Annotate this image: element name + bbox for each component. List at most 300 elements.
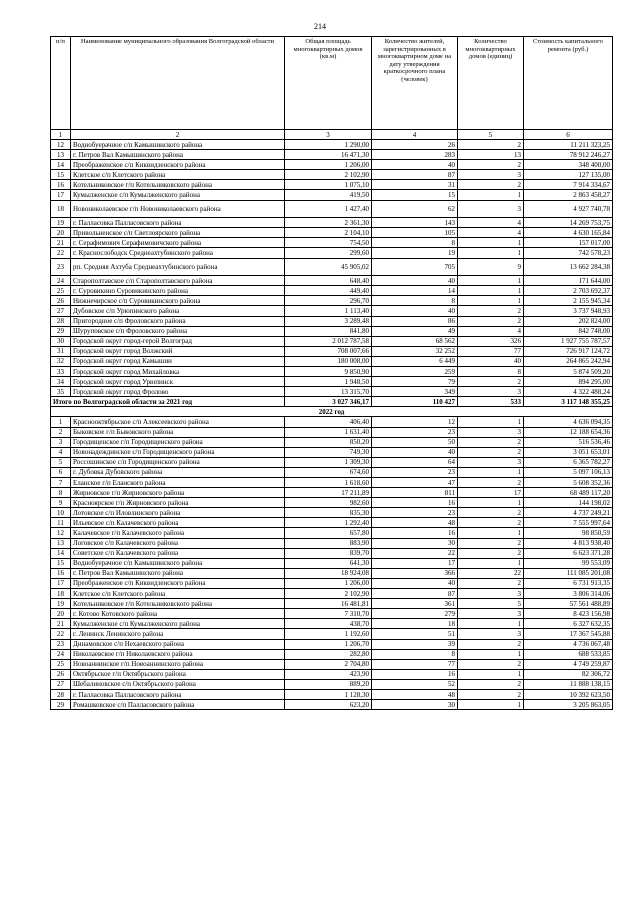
cost-value: 5 874 509,20 — [524, 366, 613, 376]
residents-value: 30 — [372, 700, 458, 710]
cost-value: 4 927 740,78 — [524, 200, 613, 218]
cost-value: 8 423 156,98 — [524, 609, 613, 619]
total-label: Итого по Волгоградской области за 2021 год — [51, 397, 285, 407]
residents-value: 87 — [372, 589, 458, 599]
residents-value: 15 — [372, 190, 458, 200]
cost-value: 742 578,23 — [524, 248, 613, 258]
row-number: 21 — [51, 238, 71, 248]
area-value: 1 192,60 — [285, 629, 372, 639]
municipality-name: Россошинское с/п Городищенского района — [71, 457, 285, 467]
houses-value: 3 — [458, 629, 524, 639]
table-row — [51, 478, 613, 488]
row-number: 17 — [51, 578, 71, 588]
cost-value: 2 155 945,34 — [524, 296, 613, 306]
row-number: 10 — [51, 508, 71, 518]
area-value: 16 471,30 — [285, 150, 372, 160]
cost-value: 6 623 371,28 — [524, 548, 613, 558]
residents-value: 40 — [372, 578, 458, 588]
cost-value: 4 630 165,84 — [524, 228, 613, 238]
area-value: 2 012 787,58 — [285, 336, 372, 346]
table-row — [51, 387, 613, 397]
cost-value: 127 135,00 — [524, 170, 613, 180]
table-row — [51, 286, 613, 296]
row-number: 3 — [51, 437, 71, 447]
residents-value: 23 — [372, 508, 458, 518]
row-number: 5 — [51, 457, 71, 467]
table-row — [51, 377, 613, 387]
houses-value: 326 — [458, 336, 524, 346]
municipality-name: г. Дубовка Дубовского района — [71, 467, 285, 477]
row-number: 22 — [51, 248, 71, 258]
row-number: 7 — [51, 478, 71, 488]
houses-value: 1 — [458, 276, 524, 286]
area-value: 17 211,89 — [285, 488, 372, 498]
houses-value: 2 — [458, 518, 524, 528]
houses-value: 1 — [458, 467, 524, 477]
table-row — [51, 589, 613, 599]
area-value: 2 104,10 — [285, 228, 372, 238]
row-number: 17 — [51, 190, 71, 200]
cost-value: 11 888 138,15 — [524, 679, 613, 689]
residents-value: 12 — [372, 417, 458, 427]
residents-value: 40 — [372, 160, 458, 170]
row-number: 8 — [51, 488, 71, 498]
area-value: 299,60 — [285, 248, 372, 258]
houses-value: 2 — [458, 578, 524, 588]
cost-value: 3 051 653,01 — [524, 447, 613, 457]
residents-value: 14 — [372, 286, 458, 296]
table-row — [51, 609, 613, 619]
residents-value: 705 — [372, 258, 458, 276]
table-row — [51, 150, 613, 160]
municipality-name: Шуруповское с/п Фроловского района — [71, 326, 285, 336]
houses-value: 3 — [458, 387, 524, 397]
houses-value: 1 — [458, 619, 524, 629]
residents-value: 366 — [372, 568, 458, 578]
area-value: 657,80 — [285, 528, 372, 538]
row-number: 28 — [51, 689, 71, 699]
table-row — [51, 417, 613, 427]
municipality-name: Логовское с/п Калачевского района — [71, 538, 285, 548]
area-value: 1 206,00 — [285, 160, 372, 170]
area-value: 180 008,00 — [285, 356, 372, 366]
row-number: 23 — [51, 258, 71, 276]
houses-value: 4 — [458, 326, 524, 336]
repair-plan-table — [50, 36, 613, 710]
row-number: 24 — [51, 649, 71, 659]
area-value: 1 618,60 — [285, 478, 372, 488]
table-row — [51, 488, 613, 498]
area-value: 1 631,40 — [285, 427, 372, 437]
houses-value: 1 — [458, 286, 524, 296]
table-row — [51, 346, 613, 356]
row-number: 12 — [51, 528, 71, 538]
area-value: 9 850,90 — [285, 366, 372, 376]
residents-value: 279 — [372, 609, 458, 619]
area-value: 841,80 — [285, 326, 372, 336]
municipality-name: Городской округ город Фролово — [71, 387, 285, 397]
cost-value: 10 392 623,50 — [524, 689, 613, 699]
area-value: 1 427,40 — [285, 200, 372, 218]
table-row — [51, 659, 613, 669]
row-number: 23 — [51, 639, 71, 649]
municipality-name: г. Краснослободск Среднеахтубинского района — [71, 248, 285, 258]
area-value: 982,60 — [285, 498, 372, 508]
residents-value: 62 — [372, 200, 458, 218]
residents-value: 6 449 — [372, 356, 458, 366]
municipality-name: Лотовское с/п Иловлинского района — [71, 508, 285, 518]
table-row — [51, 228, 613, 238]
total-houses: 533 — [458, 397, 524, 407]
table-row — [51, 336, 613, 346]
residents-value: 283 — [372, 150, 458, 160]
row-number: 13 — [51, 150, 71, 160]
area-value: 2 704,80 — [285, 659, 372, 669]
table-row — [51, 700, 613, 710]
area-value: 1 206,00 — [285, 578, 372, 588]
municipality-name: Новоаннинское г/п Новоаннинского района — [71, 659, 285, 669]
table-row — [51, 578, 613, 588]
cost-value: 3 205 863,05 — [524, 700, 613, 710]
municipality-name: Клетское с/п Клетского района — [71, 170, 285, 180]
table-row — [51, 356, 613, 366]
residents-value: 64 — [372, 457, 458, 467]
table-row — [51, 538, 613, 548]
header-cost: Стоимость капитального ремонта (руб.) — [524, 37, 613, 130]
page-number: 214 — [314, 22, 326, 31]
houses-value: 1 — [458, 649, 524, 659]
houses-value: 2 — [458, 689, 524, 699]
row-number: 20 — [51, 228, 71, 238]
houses-value: 3 — [458, 457, 524, 467]
cost-value: 4 749 259,87 — [524, 659, 613, 669]
row-number: 22 — [51, 629, 71, 639]
municipality-name: Ильевское с/п Калачевского района — [71, 518, 285, 528]
area-value: 674,60 — [285, 467, 372, 477]
row-number: 14 — [51, 548, 71, 558]
cost-value: 726 917 124,72 — [524, 346, 613, 356]
cost-value: 14 269 753,75 — [524, 218, 613, 228]
area-value: 1 128,30 — [285, 689, 372, 699]
row-number: 34 — [51, 377, 71, 387]
table-row — [51, 619, 613, 629]
municipality-name: Нижнечирское с/п Суровикинского района — [71, 296, 285, 306]
municipality-name: Красноярское г/п Жирновского района — [71, 498, 285, 508]
year-section-label: 2022 год — [51, 407, 613, 417]
municipality-name: Пригородное с/п Фроловского района — [71, 316, 285, 326]
municipality-name: Дубовское с/п Урюпинского района — [71, 306, 285, 316]
houses-value: 1 — [458, 248, 524, 258]
residents-value: 32 252 — [372, 346, 458, 356]
residents-value: 48 — [372, 518, 458, 528]
municipality-name: Городской округ город-герой Волгоград — [71, 336, 285, 346]
column-index: 3 — [285, 130, 372, 140]
table-row — [51, 248, 613, 258]
municipality-name: г. Палласовка Палласовского района — [71, 689, 285, 699]
area-value: 3 289,48 — [285, 316, 372, 326]
cost-value: 99 553,09 — [524, 558, 613, 568]
municipality-name: г. Палласовка Палласовского района — [71, 218, 285, 228]
area-value: 1 292,40 — [285, 518, 372, 528]
houses-value: 2 — [458, 377, 524, 387]
residents-value: 23 — [372, 467, 458, 477]
municipality-name: Кумылженское с/п Кумылженского района — [71, 619, 285, 629]
area-value: 438,70 — [285, 619, 372, 629]
table-row — [51, 669, 613, 679]
houses-value: 3 — [458, 589, 524, 599]
houses-value: 1 — [458, 417, 524, 427]
area-value: 749,30 — [285, 447, 372, 457]
table-row — [51, 316, 613, 326]
houses-value: 8 — [458, 366, 524, 376]
municipality-name: г. Ленинск Ленинского района — [71, 629, 285, 639]
residents-value: 259 — [372, 366, 458, 376]
residents-value: 87 — [372, 170, 458, 180]
municipality-name: Николаевское г/п Николаевского района — [71, 649, 285, 659]
cost-value: 157 017,00 — [524, 238, 613, 248]
cost-value: 1 927 755 787,57 — [524, 336, 613, 346]
cost-value: 264 865 242,94 — [524, 356, 613, 366]
row-number: 26 — [51, 296, 71, 306]
row-number: 20 — [51, 609, 71, 619]
municipality-name: г. Котово Котовского района — [71, 609, 285, 619]
houses-value: 2 — [458, 180, 524, 190]
row-number: 6 — [51, 467, 71, 477]
municipality-name: Городской округ город Михайловка — [71, 366, 285, 376]
municipality-name: г. Серафимович Серафимовичского района — [71, 238, 285, 248]
area-value: 648,40 — [285, 276, 372, 286]
residents-value: 16 — [372, 498, 458, 508]
residents-value: 79 — [372, 377, 458, 387]
municipality-name: Шебалиновское с/п Октябрьского района — [71, 679, 285, 689]
area-value: 641,30 — [285, 558, 372, 568]
cost-value: 6 327 632,35 — [524, 619, 613, 629]
houses-value: 40 — [458, 356, 524, 366]
cost-value: 842 748,00 — [524, 326, 613, 336]
residents-value: 48 — [372, 689, 458, 699]
houses-value: 2 — [458, 659, 524, 669]
residents-value: 40 — [372, 306, 458, 316]
cost-value: 2 863 458,27 — [524, 190, 613, 200]
residents-value: 30 — [372, 538, 458, 548]
houses-value: 9 — [458, 258, 524, 276]
houses-value: 1 — [458, 296, 524, 306]
municipality-name: г. Петров Вал Камышинского района — [71, 568, 285, 578]
table-row — [51, 457, 613, 467]
table-row — [51, 679, 613, 689]
table-row — [51, 558, 613, 568]
table-row — [51, 548, 613, 558]
residents-value: 18 — [372, 619, 458, 629]
table-row — [51, 190, 613, 200]
houses-value: 77 — [458, 346, 524, 356]
houses-value: 2 — [458, 447, 524, 457]
municipality-name: Котельниковское г/п Котельниковского района — [71, 180, 285, 190]
residents-value: 16 — [372, 669, 458, 679]
table-row — [51, 296, 613, 306]
municipality-name: Новонадеждинское с/п Городищенского района — [71, 447, 285, 457]
table-row — [51, 467, 613, 477]
municipality-name: Котельниковское г/п Котельниковского района — [71, 599, 285, 609]
residents-value: 51 — [372, 629, 458, 639]
column-index: 1 — [51, 130, 71, 140]
header-houses: Количество многоквартирных домов (единиц) — [458, 37, 524, 130]
cost-value: 78 912 246,27 — [524, 150, 613, 160]
houses-value: 17 — [458, 488, 524, 498]
row-number: 9 — [51, 498, 71, 508]
row-number: 19 — [51, 218, 71, 228]
row-number: 27 — [51, 679, 71, 689]
area-value: 839,70 — [285, 548, 372, 558]
cost-value: 4 636 094,35 — [524, 417, 613, 427]
row-number: 28 — [51, 316, 71, 326]
row-number: 14 — [51, 160, 71, 170]
area-value: 889,20 — [285, 679, 372, 689]
table-row — [51, 427, 613, 437]
area-value: 623,20 — [285, 700, 372, 710]
table-header-row — [51, 37, 613, 130]
cost-value: 13 662 284,38 — [524, 258, 613, 276]
row-number: 32 — [51, 356, 71, 366]
houses-value: 3 — [458, 170, 524, 180]
cost-value: 82 306,72 — [524, 669, 613, 679]
cost-value: 6 731 913,35 — [524, 578, 613, 588]
houses-value: 2 — [458, 140, 524, 150]
cost-value: 98 850,59 — [524, 528, 613, 538]
municipality-name: Калачевское г/п Калачевского района — [71, 528, 285, 538]
residents-value: 68 562 — [372, 336, 458, 346]
area-value: 2 361,30 — [285, 218, 372, 228]
cost-value: 4 736 067,48 — [524, 639, 613, 649]
area-value: 1 290,00 — [285, 140, 372, 150]
residents-value: 8 — [372, 296, 458, 306]
municipality-name: Новониколаевское г/п Новониколаевского района — [71, 200, 285, 218]
municipality-name: Октябрьское г/п Октябрьского района — [71, 669, 285, 679]
residents-value: 77 — [372, 659, 458, 669]
area-value: 754,50 — [285, 238, 372, 248]
area-value: 449,40 — [285, 286, 372, 296]
year-section-row — [51, 407, 613, 417]
municipality-name: Кумылженское с/п Кумылженского района — [71, 190, 285, 200]
houses-value: 2 — [458, 548, 524, 558]
municipality-name: Старополтавское с/п Старополтавского района — [71, 276, 285, 286]
houses-value: 3 — [458, 427, 524, 437]
cost-value: 12 188 654,36 — [524, 427, 613, 437]
houses-value: 22 — [458, 568, 524, 578]
area-value: 423,90 — [285, 669, 372, 679]
area-value: 1 948,50 — [285, 377, 372, 387]
residents-value: 47 — [372, 478, 458, 488]
cost-value: 4 322 488,24 — [524, 387, 613, 397]
residents-value: 49 — [372, 326, 458, 336]
municipality-name: Водноб​уерачное с/п Камышинского района — [71, 558, 285, 568]
cost-value: 5 608 352,36 — [524, 478, 613, 488]
header-area: Общая площадь многоквартирных домов (кв.м) — [285, 37, 372, 130]
municipality-name: Жирновское г/п Жирновского района — [71, 488, 285, 498]
row-number: 11 — [51, 518, 71, 528]
column-index: 6 — [524, 130, 613, 140]
houses-value: 1 — [458, 498, 524, 508]
residents-value: 8 — [372, 238, 458, 248]
row-number: 21 — [51, 619, 71, 629]
area-value: 296,70 — [285, 296, 372, 306]
header-municipality: Наименование муниципального образования Волгоградской области — [71, 37, 285, 130]
residents-value: 26 — [372, 140, 458, 150]
cost-value: 144 198,02 — [524, 498, 613, 508]
houses-value: 2 — [458, 508, 524, 518]
area-value: 1 075,10 — [285, 180, 372, 190]
cost-value: 688 533,85 — [524, 649, 613, 659]
residents-value: 50 — [372, 437, 458, 447]
municipality-name: Ромашковское с/п Палласовского района — [71, 700, 285, 710]
column-index: 2 — [71, 130, 285, 140]
houses-value: 2 — [458, 639, 524, 649]
row-number: 25 — [51, 286, 71, 296]
cost-value: 7 914 334,67 — [524, 180, 613, 190]
row-number: 1 — [51, 417, 71, 427]
houses-value: 1 — [458, 558, 524, 568]
area-value: 282,80 — [285, 649, 372, 659]
area-value: 419,50 — [285, 190, 372, 200]
table-row — [51, 218, 613, 228]
row-number: 33 — [51, 366, 71, 376]
municipality-name: Динамовское с/п Нехаевского района — [71, 639, 285, 649]
municipality-name: Преображенское с/п Киквидзенского района — [71, 578, 285, 588]
municipality-name: Еланское г/п Еланского района — [71, 478, 285, 488]
residents-value: 349 — [372, 387, 458, 397]
houses-value: 2 — [458, 538, 524, 548]
table-row — [51, 518, 613, 528]
area-value: 2 102,90 — [285, 170, 372, 180]
row-number: 19 — [51, 599, 71, 609]
cost-value: 111 085 201,08 — [524, 568, 613, 578]
row-number: 26 — [51, 669, 71, 679]
residents-value: 39 — [372, 639, 458, 649]
table-row — [51, 170, 613, 180]
cost-value: 5 097 106,13 — [524, 467, 613, 477]
municipality-name: Советское с/п Калачевского района — [71, 548, 285, 558]
cost-value: 57 561 488,89 — [524, 599, 613, 609]
row-number: 29 — [51, 700, 71, 710]
residents-value: 811 — [372, 488, 458, 498]
houses-value: 3 — [458, 200, 524, 218]
houses-value: 4 — [458, 228, 524, 238]
area-value: 7 310,70 — [285, 609, 372, 619]
area-value: 850,20 — [285, 437, 372, 447]
municipality-name: Водноб​уерачное с/п Камышинского района — [71, 140, 285, 150]
row-number: 30 — [51, 336, 71, 346]
table-row — [51, 568, 613, 578]
cost-value: 202 824,00 — [524, 316, 613, 326]
municipality-name: Городской округ город Урюпинск — [71, 377, 285, 387]
area-value: 2 102,90 — [285, 589, 372, 599]
row-number: 24 — [51, 276, 71, 286]
area-value: 16 481,81 — [285, 599, 372, 609]
cost-value: 3 737 948,93 — [524, 306, 613, 316]
residents-value: 31 — [372, 180, 458, 190]
column-index: 5 — [458, 130, 524, 140]
residents-value: 143 — [372, 218, 458, 228]
cost-value: 68 489 117,20 — [524, 488, 613, 498]
table-row — [51, 140, 613, 150]
row-number: 13 — [51, 538, 71, 548]
row-number: 29 — [51, 326, 71, 336]
cost-value: 11 211 323,25 — [524, 140, 613, 150]
area-value: 13 315,70 — [285, 387, 372, 397]
table-row — [51, 639, 613, 649]
houses-value: 1 — [458, 700, 524, 710]
houses-value: 2 — [458, 306, 524, 316]
